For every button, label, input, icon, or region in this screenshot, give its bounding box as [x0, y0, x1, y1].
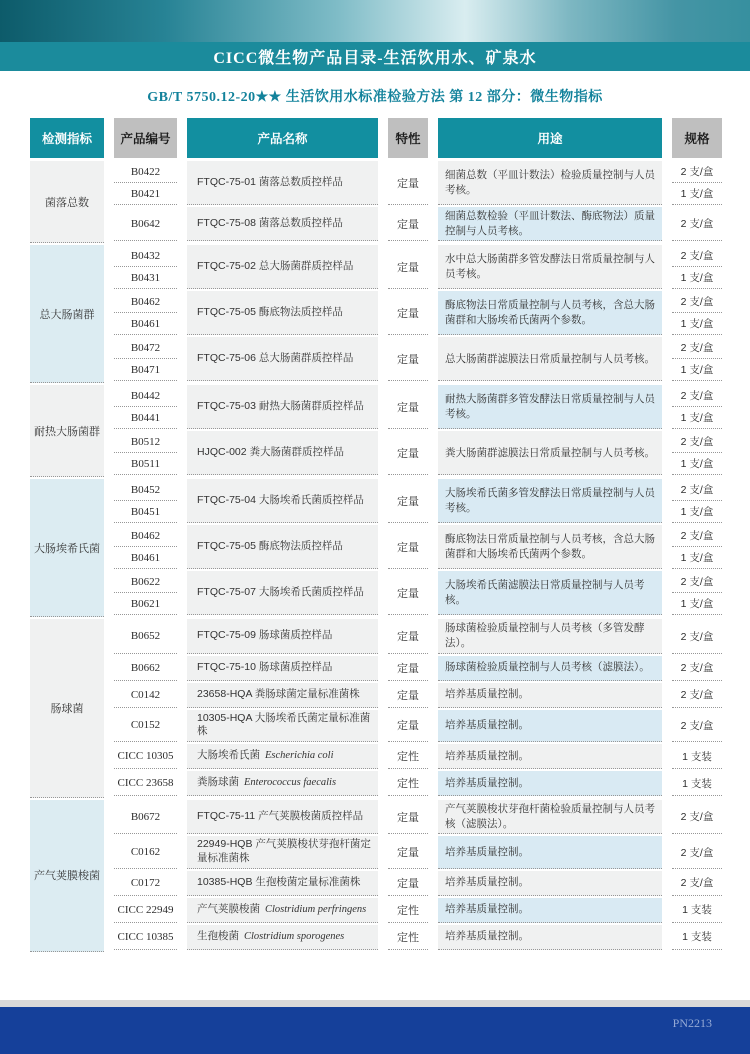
specs-cell [672, 871, 722, 896]
product-code: B0662 [130, 661, 161, 674]
name-cell [187, 291, 378, 335]
spec-value: 1 支装 [682, 750, 712, 763]
trait-cell: 定量 [388, 836, 428, 868]
usage-cell: 大肠埃希氏菌滤膜法日常质量控制与人员考核。 [438, 571, 662, 615]
spec-value: 2 支/盒 [680, 662, 714, 675]
product-code: B0451 [114, 500, 177, 522]
table-row [114, 291, 722, 335]
specs-cell [672, 683, 722, 708]
spec-value: 2 支/盒 [680, 342, 714, 355]
name-cell [187, 800, 378, 834]
spec-value: 1 支/盒 [672, 358, 722, 380]
trait-cell: 定量 [388, 800, 428, 834]
table-row [114, 525, 722, 569]
product-code: B0422 [130, 165, 161, 178]
footer-band [0, 1007, 750, 1054]
codes-cell [114, 291, 177, 335]
table-row [114, 871, 722, 896]
name-cell [187, 710, 378, 742]
top-gradient-band [0, 0, 750, 42]
trait-cell: 定性 [388, 771, 428, 796]
specs-cell [672, 479, 722, 523]
codes-cell [114, 744, 177, 769]
product-code: B0642 [130, 217, 161, 230]
usage-cell: 细菌总数（平皿计数法）检验质量控制与人员考核。 [438, 161, 662, 205]
usage-cell: 产气荚膜梭状芽孢杆菌检验质量控制与人员考核（滤膜法）。 [438, 800, 662, 834]
usage-cell: 粪大肠菌群滤膜法日常质量控制与人员考核。 [438, 431, 662, 475]
spec-value: 1 支/盒 [672, 592, 722, 614]
spec-value: 2 支/盒 [680, 689, 714, 702]
product-code: B0452 [130, 483, 161, 496]
table-row [114, 898, 722, 923]
name-cell [187, 771, 378, 796]
name-cell [187, 161, 378, 205]
trait-cell: 定量 [388, 571, 428, 615]
product-code: C0142 [130, 688, 161, 701]
product-name: 产气荚膜梭菌 [197, 902, 260, 915]
table-row [114, 744, 722, 769]
name-cell [187, 744, 378, 769]
specs-cell [672, 525, 722, 569]
spec-value: 2 支/盒 [680, 390, 714, 403]
name-cell [187, 207, 378, 241]
product-code: B0441 [114, 406, 177, 428]
indicator-cell: 肠球菌 [30, 619, 104, 798]
table-row [114, 925, 722, 950]
trait-cell: 定量 [388, 245, 428, 289]
product-name: FTQC-75-09 肠球菌质控样品 [197, 629, 333, 642]
banner-title-bar [0, 42, 750, 71]
specs-cell [672, 337, 722, 381]
spec-value: 2 支/盒 [680, 846, 714, 859]
name-cell [187, 571, 378, 615]
spec-value: 1 支/盒 [672, 546, 722, 568]
product-name: 23658-HQA 粪肠球菌定量标准菌株 [197, 687, 360, 700]
product-code: B0512 [130, 435, 161, 448]
trait-cell: 定量 [388, 207, 428, 241]
product-code: B0622 [130, 575, 161, 588]
specs-cell [672, 161, 722, 205]
table-row [114, 683, 722, 708]
table-row [114, 836, 722, 868]
spec-value: 2 支/盒 [680, 296, 714, 309]
group-rows [114, 161, 722, 243]
product-name: FTQC-75-05 酶底物法质控样品 [197, 540, 343, 553]
spec-value: 2 支/盒 [680, 166, 714, 178]
codes-cell [114, 656, 177, 681]
spec-value: 2 支/盒 [680, 576, 714, 589]
col-header-name: 产品名称 [187, 118, 378, 158]
name-cell [187, 525, 378, 569]
table-row [114, 771, 722, 796]
usage-cell: 培养基质量控制。 [438, 710, 662, 742]
product-code: B0621 [114, 592, 177, 614]
codes-cell [114, 800, 177, 834]
specs-cell [672, 771, 722, 796]
codes-cell [114, 836, 177, 868]
table-row [114, 431, 722, 475]
product-latin: Escherichia coli [265, 750, 334, 762]
product-latin: Clostridium sporogenes [244, 930, 345, 942]
trait-cell: 定量 [388, 871, 428, 896]
product-code: B0471 [114, 358, 177, 380]
specs-cell [672, 898, 722, 923]
product-name: FTQC-75-03 耐热大肠菌群质控样品 [197, 400, 364, 413]
group-rows [114, 800, 722, 952]
codes-cell [114, 771, 177, 796]
product-name: HJQC-002 粪大肠菌群质控样品 [197, 446, 345, 459]
usage-cell: 培养基质量控制。 [438, 683, 662, 708]
product-code: B0421 [114, 182, 177, 204]
usage-cell: 酶底物法日常质量控制与人员考核，含总大肠菌群和大肠埃希氏菌两个参数。 [438, 525, 662, 569]
codes-cell [114, 925, 177, 950]
footer-divider [0, 1000, 750, 1007]
name-cell [187, 385, 378, 429]
specs-cell [672, 744, 722, 769]
trait-cell: 定量 [388, 710, 428, 742]
product-code: CICC 10305 [117, 750, 174, 763]
codes-cell [114, 161, 177, 205]
indicator-cell: 菌落总数 [30, 161, 104, 243]
table-row [114, 571, 722, 615]
codes-cell [114, 245, 177, 289]
trait-cell: 定量 [388, 337, 428, 381]
usage-cell: 大肠埃希氏菌多管发酵法日常质量控制与人员考核。 [438, 479, 662, 523]
indicator-group [30, 479, 722, 617]
specs-cell [672, 571, 722, 615]
table-header-row [30, 118, 722, 158]
indicator-group [30, 619, 722, 798]
product-code: C0162 [130, 846, 161, 859]
group-rows [114, 479, 722, 617]
table-body [30, 161, 722, 952]
trait-cell: 定量 [388, 385, 428, 429]
trait-cell: 定性 [388, 898, 428, 923]
trait-cell: 定量 [388, 161, 428, 205]
product-name: 22949-HQB 产气荚膜梭状芽孢杆菌定量标准菌株 [197, 838, 371, 865]
usage-cell: 培养基质量控制。 [438, 836, 662, 868]
table-row [114, 800, 722, 834]
product-name: 粪肠球菌 [197, 776, 239, 789]
product-code: B0431 [114, 266, 177, 288]
product-code: B0652 [130, 630, 161, 643]
codes-cell [114, 525, 177, 569]
name-cell [187, 925, 378, 950]
usage-cell: 肠球菌检验质量控制与人员考核（滤膜法）。 [438, 656, 662, 681]
product-code: B0511 [114, 452, 177, 474]
specs-cell [672, 245, 722, 289]
group-rows [114, 245, 722, 383]
codes-cell [114, 337, 177, 381]
indicator-cell: 产气荚膜梭菌 [30, 800, 104, 952]
spec-value: 1 支/盒 [672, 266, 722, 288]
codes-cell [114, 571, 177, 615]
product-code: B0462 [130, 529, 161, 542]
product-table [30, 118, 722, 952]
name-cell [187, 431, 378, 475]
name-cell [187, 619, 378, 653]
spec-value: 2 支/盒 [680, 530, 714, 543]
specs-cell [672, 619, 722, 653]
trait-cell: 定量 [388, 525, 428, 569]
codes-cell [114, 710, 177, 742]
product-name: FTQC-75-02 总大肠菌群质控样品 [197, 260, 354, 273]
spec-value: 1 支/盒 [672, 406, 722, 428]
specs-cell [672, 385, 722, 429]
name-cell [187, 245, 378, 289]
col-header-spec: 规格 [672, 118, 722, 158]
product-code: C0152 [130, 719, 161, 732]
specs-cell [672, 207, 722, 241]
product-name: FTQC-75-11 产气荚膜梭菌质控样品 [197, 809, 364, 822]
usage-cell: 培养基质量控制。 [438, 871, 662, 896]
product-name: 10385-HQB 生孢梭菌定量标准菌株 [197, 875, 361, 888]
spec-value: 2 支/盒 [680, 630, 714, 643]
usage-cell: 总大肠菌群滤膜法日常质量控制与人员考核。 [438, 337, 662, 381]
banner-title: CICC微生物产品目录-生活饮用水、矿泉水 [213, 50, 537, 67]
product-name: FTQC-75-01 菌落总数质控样品 [197, 175, 343, 188]
col-header-indicator: 检测指标 [30, 118, 104, 158]
table-row [114, 619, 722, 653]
product-code: B0442 [130, 389, 161, 402]
product-name: 10305-HQA 大肠埃希氏菌定量标准菌株 [197, 711, 371, 738]
col-header-code: 产品编号 [114, 118, 177, 158]
trait-cell: 定量 [388, 431, 428, 475]
codes-cell [114, 207, 177, 241]
spec-value: 1 支/盒 [672, 452, 722, 474]
specs-cell [672, 925, 722, 950]
indicator-cell: 耐热大肠菌群 [30, 385, 104, 477]
spec-value: 1 支装 [682, 904, 712, 917]
specs-cell [672, 836, 722, 868]
trait-cell: 定量 [388, 619, 428, 653]
product-code: B0472 [130, 341, 161, 354]
specs-cell [672, 710, 722, 742]
product-latin: Clostridium perfringens [265, 903, 367, 915]
table-row [114, 337, 722, 381]
indicator-group [30, 161, 722, 243]
spec-value: 1 支装 [682, 931, 712, 944]
product-code: CICC 10385 [117, 930, 174, 943]
trait-cell: 定量 [388, 291, 428, 335]
codes-cell [114, 431, 177, 475]
spec-value: 2 支/盒 [680, 218, 714, 231]
codes-cell [114, 898, 177, 923]
trait-cell: 定量 [388, 656, 428, 681]
spec-value: 2 支/盒 [680, 719, 714, 732]
product-name: FTQC-75-06 总大肠菌群质控样品 [197, 352, 354, 365]
spec-value: 2 支/盒 [680, 436, 714, 449]
table-row [114, 479, 722, 523]
trait-cell: 定性 [388, 744, 428, 769]
indicator-cell: 总大肠菌群 [30, 245, 104, 383]
table-row [114, 161, 722, 205]
spec-value: 2 支/盒 [680, 484, 714, 497]
product-name: FTQC-75-10 肠球菌质控样品 [197, 660, 333, 673]
product-name: 生孢梭菌 [197, 929, 239, 942]
specs-cell [672, 291, 722, 335]
product-code: B0461 [114, 546, 177, 568]
codes-cell [114, 871, 177, 896]
usage-cell: 水中总大肠菌群多管发酵法日常质量控制与人员考核。 [438, 245, 662, 289]
usage-cell: 培养基质量控制。 [438, 744, 662, 769]
name-cell [187, 337, 378, 381]
product-code: B0672 [130, 810, 161, 823]
product-name: FTQC-75-07 大肠埃希氏菌质控样品 [197, 586, 364, 599]
codes-cell [114, 619, 177, 653]
product-code: B0462 [130, 295, 161, 308]
standard-subtitle: GB/T 5750.12-20★★ 生活饮用水标准检验方法 第 12 部分：微生物指标 [147, 90, 603, 105]
product-code: CICC 22949 [117, 903, 174, 916]
specs-cell [672, 656, 722, 681]
trait-cell: 定量 [388, 479, 428, 523]
product-code: B0461 [114, 312, 177, 334]
spec-value: 2 支/盒 [680, 877, 714, 890]
name-cell [187, 836, 378, 868]
group-rows [114, 385, 722, 477]
usage-cell: 酶底物法日常质量控制与人员考核，含总大肠菌群和大肠埃希氏菌两个参数。 [438, 291, 662, 335]
table-row [114, 385, 722, 429]
page-code: PN2213 [672, 1016, 712, 1030]
group-rows [114, 619, 722, 798]
spec-value: 1 支装 [682, 777, 712, 790]
product-latin: Enterococcus faecalis [244, 777, 337, 789]
table-row [114, 710, 722, 742]
col-header-trait: 特性 [388, 118, 428, 158]
usage-cell: 细菌总数检验（平皿计数法、酶底物法）质量控制与人员考核。 [438, 207, 662, 241]
table-row [114, 656, 722, 681]
name-cell [187, 871, 378, 896]
product-name: FTQC-75-05 酶底物法质控样品 [197, 306, 343, 319]
name-cell [187, 683, 378, 708]
indicator-group [30, 245, 722, 383]
name-cell [187, 898, 378, 923]
product-name: FTQC-75-08 菌落总数质控样品 [197, 216, 343, 229]
trait-cell: 定性 [388, 925, 428, 950]
product-code: B0432 [130, 249, 161, 262]
spec-value: 1 支/盒 [672, 312, 722, 334]
spec-value: 1 支/盒 [672, 500, 722, 522]
table-row [114, 245, 722, 289]
indicator-group [30, 800, 722, 952]
specs-cell [672, 800, 722, 834]
indicator-cell: 大肠埃希氏菌 [30, 479, 104, 617]
usage-cell: 培养基质量控制。 [438, 925, 662, 950]
product-name: 大肠埃希氏菌 [197, 749, 260, 762]
codes-cell [114, 479, 177, 523]
usage-cell: 耐热大肠菌群多管发酵法日常质量控制与人员考核。 [438, 385, 662, 429]
usage-cell: 肠球菌检验质量控制与人员考核（多管发酵法）。 [438, 619, 662, 653]
usage-cell: 培养基质量控制。 [438, 771, 662, 796]
name-cell [187, 656, 378, 681]
col-header-usage: 用途 [438, 118, 662, 158]
product-name: FTQC-75-04 大肠埃希氏菌质控样品 [197, 494, 364, 507]
codes-cell [114, 683, 177, 708]
spec-value: 2 支/盒 [680, 811, 714, 824]
product-code: CICC 23658 [117, 777, 174, 790]
table-row [114, 207, 722, 241]
trait-cell: 定量 [388, 683, 428, 708]
indicator-group [30, 385, 722, 477]
name-cell [187, 479, 378, 523]
spec-value: 2 支/盒 [680, 250, 714, 263]
usage-cell: 培养基质量控制。 [438, 898, 662, 923]
product-code: C0172 [130, 876, 161, 889]
codes-cell [114, 385, 177, 429]
specs-cell [672, 431, 722, 475]
spec-value: 1 支/盒 [672, 182, 722, 204]
